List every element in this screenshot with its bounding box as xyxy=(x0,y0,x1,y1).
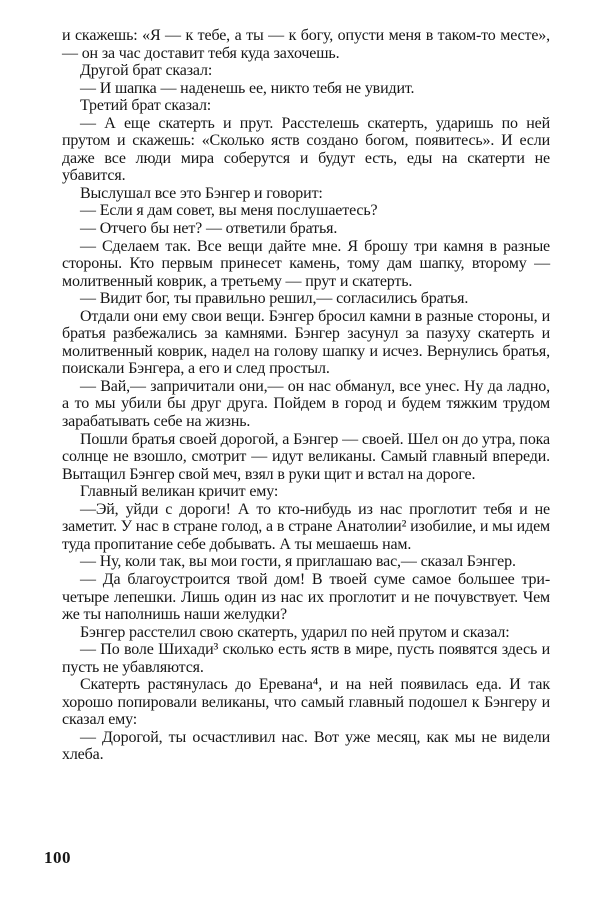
paragraph-10: — Видит бог, ты правильно решил,— согласились братья. xyxy=(80,290,469,308)
paragraph-8: — Отчего бы нет? — ответили братья. xyxy=(80,220,338,238)
paragraph-16: — Ну, коли так, вы мои гости, я приглашаю вас,— сказал Бэнгер. xyxy=(80,553,516,571)
paragraph-14: Главный великан кричит ему: xyxy=(80,483,279,501)
paragraph-11: Отдали они ему свои вещи. Бэнгер бросил камни в разные стороны, и братья разбежались за камнями. Бэнгер засунул за пазуху скатерть и молитвенный коврик, надел на голову шапку и исчез. Вернулись братья, поискали Бэнгера, а его и след простыл. xyxy=(62,307,550,378)
paragraph-3: — И шапка — наденешь ее, никто тебя не увидит. xyxy=(80,79,415,97)
paragraph-9: — Сделаем так. Все вещи дайте мне. Я брошу три камня в разные стороны. Кто первым принесет камень, тому дам шапку, второму — молитвенный коврик, а третьему — прут и скатерть. xyxy=(62,237,550,290)
paragraph-1: и скажешь: «Я — к тебе, а ты — к богу, опусти меня в таком-то месте»,— он за час доставит тебя куда захочешь. xyxy=(62,27,550,62)
paragraph-19: — По воле Шихади³ сколько есть яств в мире, пусть появятся здесь и пусть не убавляются. xyxy=(62,641,550,676)
paragraph-17: — Да благоустроится твой дом! В твоей суме самое большее три-четыре лепешки. Лишь один из нас их проглотит и не почувствует. Чем же ты наполнишь наши желудки? xyxy=(62,570,550,624)
page-text xyxy=(62,27,550,887)
page-number: 100 xyxy=(44,848,71,867)
paragraph-20: Скатерть растянулась до Еревана⁴, и на ней появилась еда. И так хорошо попировали великаны, что самый главный подошел к Бэнгеру и сказал ему: xyxy=(62,676,550,729)
paragraph-18: Бэнгер расстелил свою скатерть, ударил по ней прутом и сказал: xyxy=(80,623,510,641)
paragraph-7: — Если я дам совет, вы меня послушаетесь? xyxy=(80,202,378,220)
paragraph-12: — Вай,— запричитали они,— он нас обманул, все унес. Ну да ладно, а то мы убили бы друг друга. Пойдем в город и будем тяжким трудом зарабатывать себе на жизнь. xyxy=(62,377,550,431)
paragraph-13: Пошли братья своей дорогой, а Бэнгер — своей. Шел он до утра, пока солнце не взошло, смотрит — идут великаны. Самый главный впереди. Вытащил Бэнгер свой меч, взял в руки щит и встал на дороге. xyxy=(62,430,550,483)
paragraph-6: Выслушал все это Бэнгер и говорит: xyxy=(80,184,323,202)
paragraph-2: Другой брат сказал: xyxy=(80,62,213,80)
paragraph-4: Третий брат сказал: xyxy=(80,97,212,115)
paragraph-5: — А еще скатерть и прут. Расстелешь скатерть, ударишь по ней прутом и скажешь: «Сколько яств создано богом, появитесь». И если даже все люди мира соберутся и будут есть, еды на скатерти не убавится. xyxy=(62,114,550,185)
paragraph-21: — Дорогой, ты осчастливил нас. Вот уже месяц, как мы не видели хлеба. xyxy=(62,728,550,764)
paragraph-15: —Эй, уйди с дороги! А то кто-нибудь из нас проглотит тебя и не заметит. У нас в стране голод, а в стране Анатолии² изобилие, и мы идем туда пропитание себе добывать. А ты мешаешь нам. xyxy=(62,500,550,553)
